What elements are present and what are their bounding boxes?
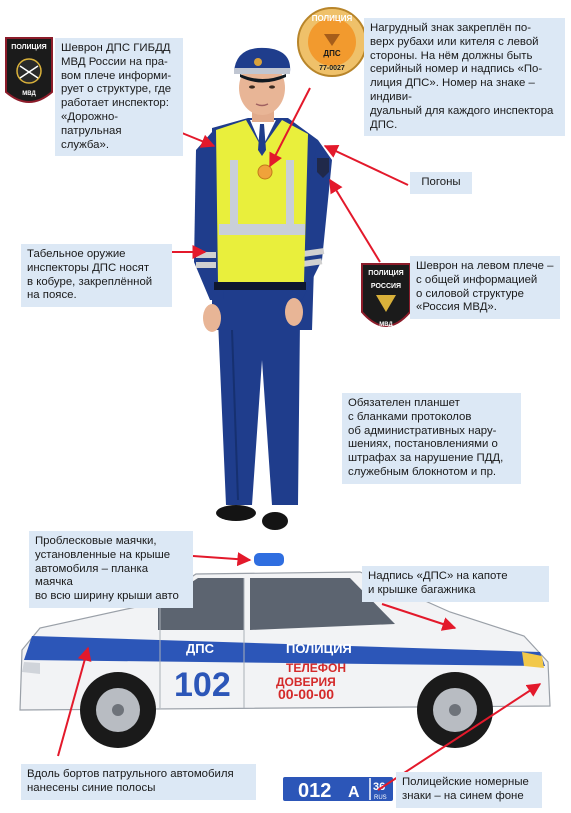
plate-region: 36 (373, 781, 386, 793)
tablet-label: Обязателен планшет с бланками протоколов об административных нару- шениях, постановлениями о штрафах за нарушение ПДД, служебным блокнотом и пр. (342, 393, 521, 484)
breast-badge-top: ПОЛИЦИЯ (311, 14, 353, 23)
breast-badge-label: Нагрудный знак закреплён по- верх рубахи или кителя с левой стороны. На нём должны быть серийный номер и надпись «По- лиция ДПС». Номер на знаке – индиви- дуальный для каждого инспектора ДПС. (364, 18, 565, 136)
chevron-left-middle: РОССИЯ (370, 283, 402, 290)
left-shoe (216, 505, 256, 521)
chevron-dps-badge (6, 38, 52, 102)
breast-badge-number: 77-0027 (319, 65, 345, 72)
car-phone-title: ТЕЛЕФОН (286, 661, 346, 675)
car-police: ПОЛИЦИЯ (286, 641, 352, 656)
chevron-left-label: Шеврон на левом плече – с общей информацией о силовой структуре «Россия МВД». (410, 256, 560, 319)
hood-label: Надпись «ДПС» на капоте и крышке багажника (362, 566, 549, 602)
chevron-dps-bottom: МВД (22, 91, 36, 97)
car-dps: ДПС (186, 641, 214, 656)
plate-number: 012 (298, 780, 332, 802)
stripes-label: Вдоль бортов патрульного автомобиля нанесены синие полосы (21, 764, 256, 800)
plate-label: Полицейские номерные знаки – на синем фоне (396, 772, 542, 808)
plate-country: RUS (374, 795, 387, 801)
right-shoe (262, 512, 288, 530)
breast-badge-middle: ДПС (323, 49, 341, 58)
car-phone-number: 00-00-00 (278, 686, 335, 702)
weapon-label: Табельное оружие инспекторы ДПС носят в кобуре, закреплённой на поясе. (21, 244, 172, 307)
chevron-dps-top: ПОЛИЦИЯ (11, 44, 47, 51)
lights-label: Проблесковые маячки, установленные на крыше автомобиля – планка маячка во всю ширину крыши авто (29, 531, 193, 608)
breast-badge (298, 8, 366, 76)
officer-figure (194, 48, 332, 530)
light-bar (254, 553, 284, 566)
license-plate (282, 776, 394, 802)
car-number: 102 (174, 666, 231, 704)
plate-letter: А (348, 784, 360, 801)
chevron-dps-label: Шеврон ДПС ГИБДД МВД России на пра- вом плече информи- рует о структуре, где работает инспектор: «Дорожно-патрульная служба». (55, 38, 183, 156)
epaulets-label: Погоны (410, 172, 472, 194)
chevron-left-bottom: МВД (379, 322, 393, 328)
chevron-left-badge (362, 264, 410, 328)
chevron-left-top: ПОЛИЦИЯ (368, 270, 404, 277)
car-phone-sub: ДОВЕРИЯ (276, 675, 336, 689)
